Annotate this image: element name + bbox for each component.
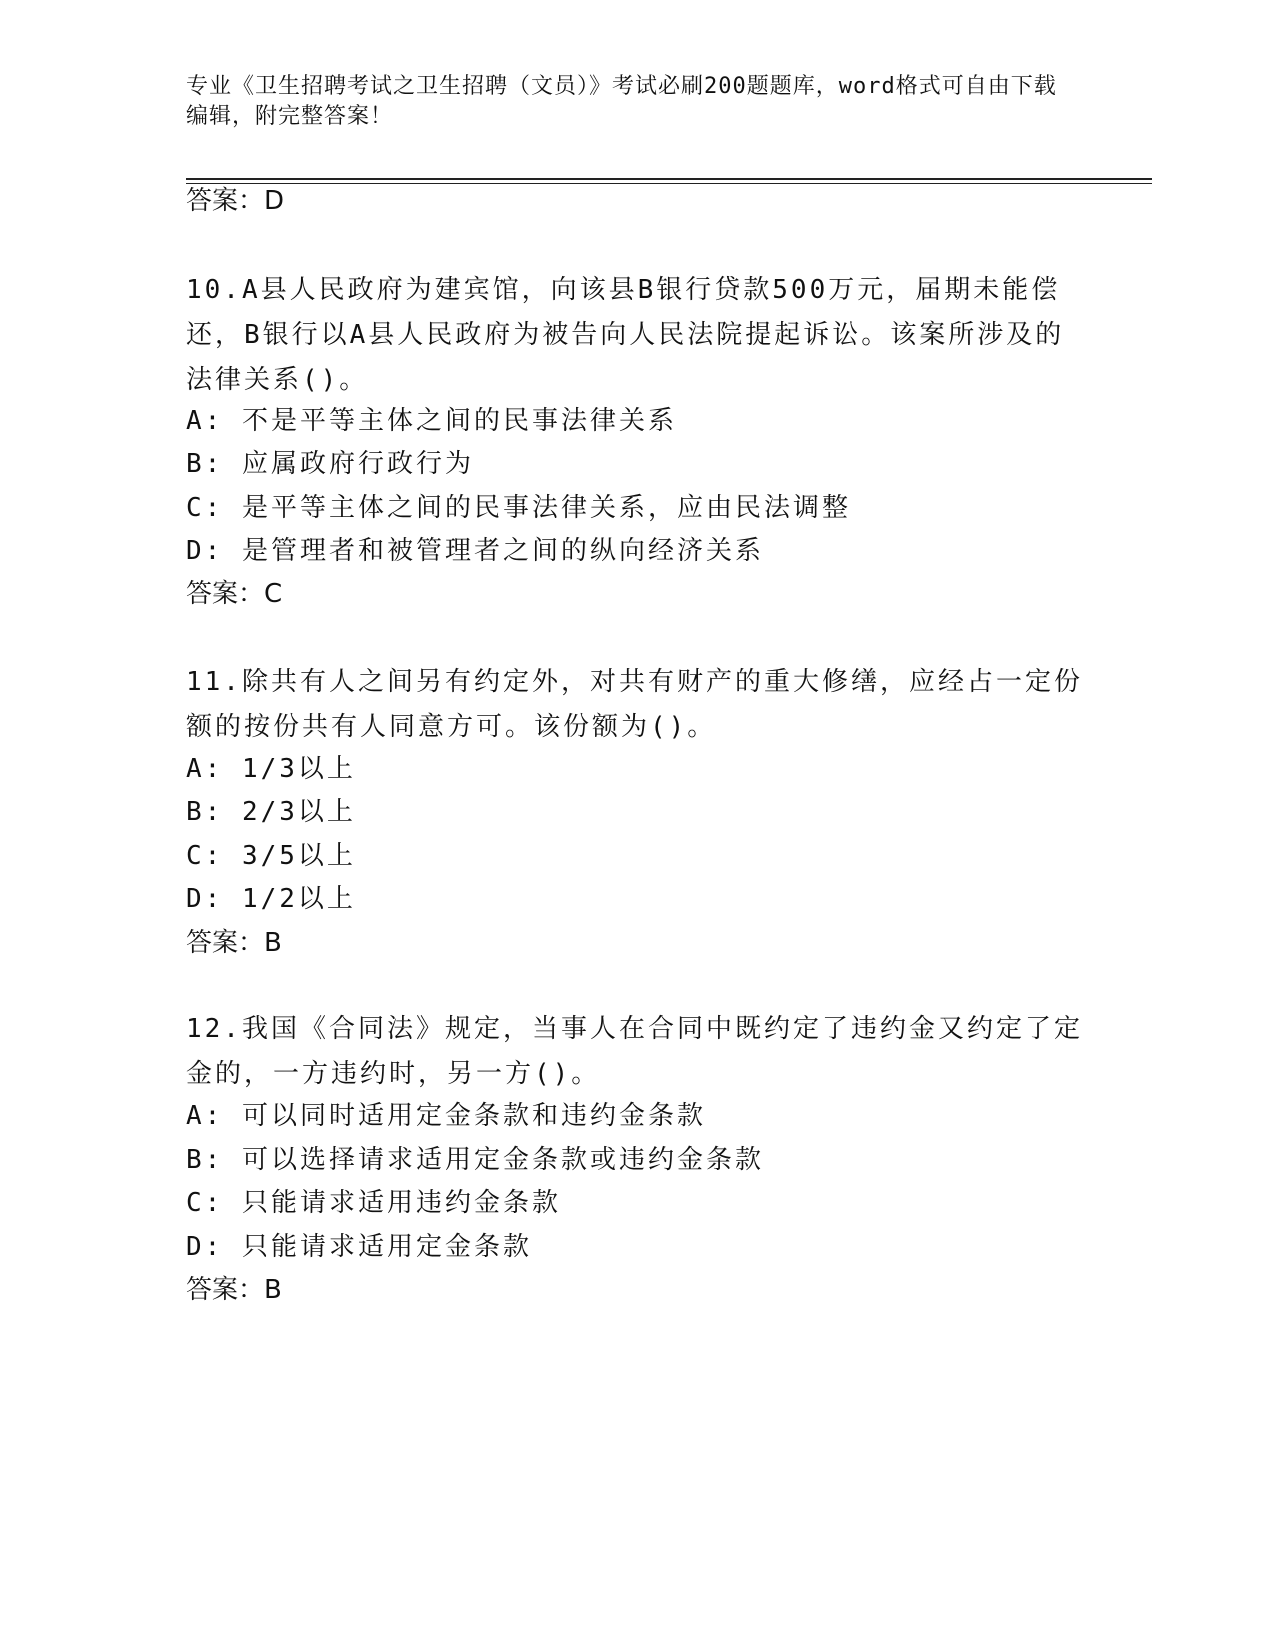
question-12-answer: 答案：B — [186, 1275, 282, 1305]
question-11-option-d: D: 1/2以上 — [186, 884, 356, 914]
question-10-stem: 10.A县人民政府为建宾馆，向该县B银行贷款500万元，届期未能偿还，B银行以A县人民政府为被告向人民法院提起诉讼。该案所涉及的法律关系()。 — [186, 275, 1065, 395]
question-12-option-b: B: 可以选择请求适用定金条款或违约金条款 — [186, 1145, 764, 1175]
question-12-stem: 12.我国《合同法》规定，当事人在合同中既约定了违约金又约定了定金的，一方违约时，另一方()。 — [186, 1014, 1083, 1089]
question-10-option-c: C: 是平等主体之间的民事法律关系，应由民法调整 — [186, 493, 851, 523]
question-11-answer: 答案：B — [186, 928, 282, 958]
header-divider — [186, 178, 1152, 180]
question-10-option-a: A: 不是平等主体之间的民事法律关系 — [186, 406, 677, 436]
question-11-option-a: A: 1/3以上 — [186, 754, 356, 784]
question-11-option-b: B: 2/3以上 — [186, 797, 356, 827]
question-10-option-d: D: 是管理者和被管理者之间的纵向经济关系 — [186, 536, 764, 566]
question-12-option-a: A: 可以同时适用定金条款和违约金条款 — [186, 1101, 706, 1131]
previous-answer: 答案：D — [186, 186, 285, 216]
question-12-option-d: D: 只能请求适用定金条款 — [186, 1232, 532, 1262]
question-10-option-b: B: 应属政府行政行为 — [186, 449, 474, 479]
header-divider-thin — [186, 183, 1152, 184]
question-12-option-c: C: 只能请求适用违约金条款 — [186, 1188, 561, 1218]
question-11-stem: 11.除共有人之间另有约定外，对共有财产的重大修缮，应经占一定份额的按份共有人同意方可。该份额为()。 — [186, 667, 1083, 742]
document-header: 专业《卫生招聘考试之卫生招聘（文员）》考试必刷200题题库，word格式可自由下载编辑，附完整答案！ — [186, 74, 1057, 129]
question-10-answer: 答案：C — [186, 579, 283, 609]
question-11-option-c: C: 3/5以上 — [186, 841, 356, 871]
